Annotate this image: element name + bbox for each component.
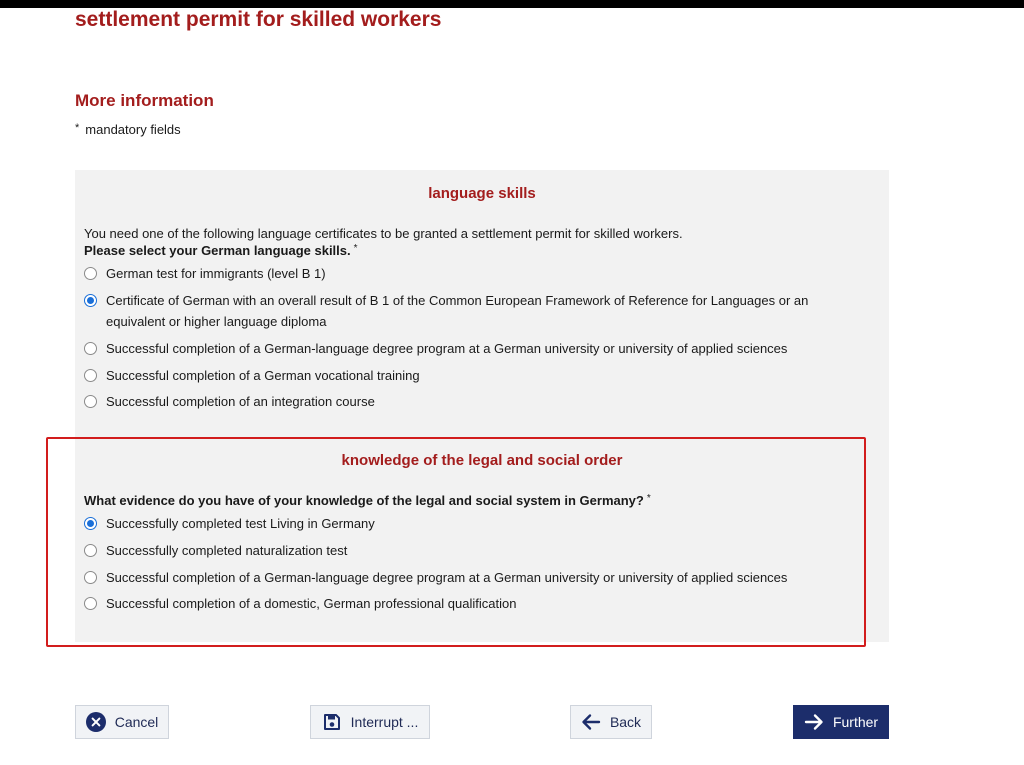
language-question [84,243,358,258]
required-mark: * [353,243,358,254]
radio-button[interactable] [84,294,97,307]
back-button[interactable] [570,705,652,739]
legal-question-text: What evidence do you have of your knowledge of the legal and social system in Germany? [84,493,644,508]
option-label: Successful completion of a domestic, German professional qualification [106,596,517,611]
option-label: Successful completion of a German vocational training [106,368,420,383]
language-question-text: Please select your German language skills. [84,243,351,258]
option-label: Successful completion of a German-language degree program at a German university or university of applied sciences [106,341,788,356]
top-bar [0,0,1024,8]
save-icon [322,712,342,732]
option-label: German test for immigrants (level B 1) [106,266,326,281]
legal-question [84,493,651,508]
option-label: Successful completion of an integration course [106,394,375,409]
legal-option-living-in-germany[interactable] [84,516,864,534]
close-circle-icon [86,712,106,732]
radio-button[interactable] [84,369,97,382]
radio-button[interactable] [84,342,97,355]
mandatory-note-text: mandatory fields [85,122,181,137]
further-button[interactable] [793,705,889,739]
language-option-vocational-training[interactable] [84,368,864,386]
section-heading: More information [75,91,214,110]
option-label: Successfully completed test Living in Germany [106,516,375,531]
language-skills-heading: language skills [428,185,536,202]
mandatory-note [75,122,181,137]
language-option-integration-course[interactable] [84,394,864,412]
radio-button[interactable] [84,597,97,610]
radio-button[interactable] [84,517,97,530]
radio-button[interactable] [84,267,97,280]
required-mark: * [646,493,651,504]
mandatory-star: * [75,122,80,134]
radio-button[interactable] [84,544,97,557]
legal-option-degree-program[interactable] [84,570,864,588]
language-option-dtz[interactable] [84,266,864,284]
cancel-label: Cancel [114,714,159,730]
arrow-right-icon [804,713,824,731]
language-option-degree-program[interactable] [84,341,864,359]
option-label: Certificate of German with an overall result of B 1 of the Common European Framework of Reference for Languages or an equivalent or higher language diploma [106,293,809,329]
back-label: Back [609,714,642,730]
page-title: settlement permit for skilled workers [75,8,442,31]
cancel-button[interactable] [75,705,169,739]
interrupt-button[interactable] [310,705,430,739]
language-intro-text: You need one of the following language certificates to be granted a settlement permit for skilled workers. [84,226,683,241]
radio-button[interactable] [84,395,97,408]
legal-knowledge-heading: knowledge of the legal and social order [341,452,623,469]
language-option-certificate-b1[interactable] [84,293,864,332]
arrow-left-icon [581,713,601,731]
further-label: Further [832,714,879,730]
legal-option-naturalization-test[interactable] [84,543,864,561]
option-label: Successful completion of a German-language degree program at a German university or university of applied sciences [106,570,788,585]
option-label: Successfully completed naturalization test [106,543,348,558]
radio-button[interactable] [84,571,97,584]
interrupt-label: Interrupt ... [350,714,419,730]
legal-option-professional-qualification[interactable] [84,596,864,614]
